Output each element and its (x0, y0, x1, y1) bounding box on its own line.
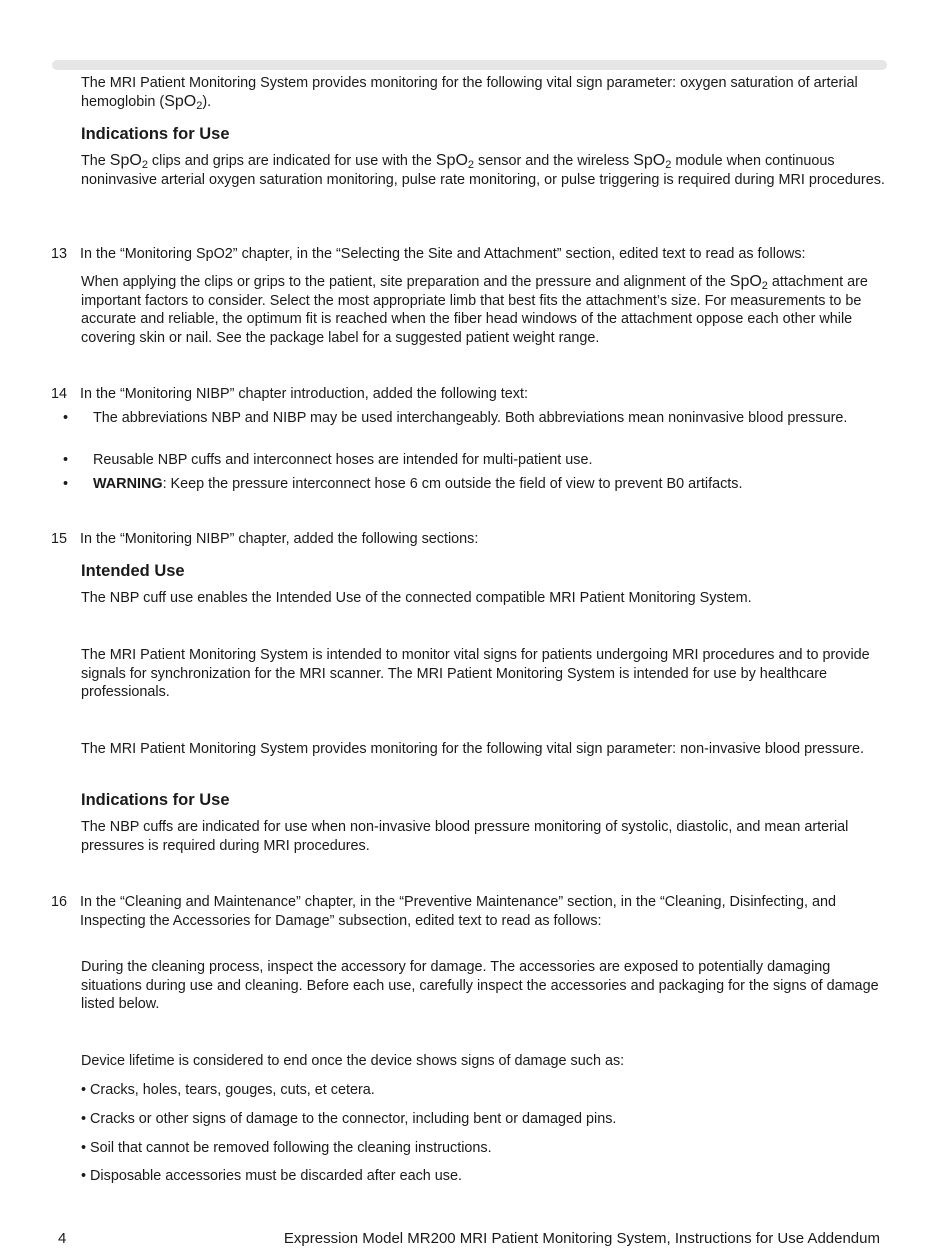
heading-indications-nbp: Indications for Use (81, 791, 230, 809)
bullet-mark: • (63, 452, 69, 468)
footer-document-title: Expression Model MR200 MRI Patient Monitoring System, Instructions for Use Addendum (283, 1230, 880, 1247)
bullet-nbp-abbreviations: The abbreviations NBP and NIBP may be used interchangeably. Both abbreviations mean noninvasive blood pressure. (93, 410, 848, 426)
paragraph-cleaning-inspection: During the cleaning process, inspect the accessory for damage. The accessories are exposed to potentially damaging situations during use and cleaning. Before each use, carefully inspect the accessories and packaging for the signs of damage listed below. (81, 959, 879, 1012)
warning-label: WARNING (93, 476, 163, 492)
paragraph-site-attachment: When applying the clips or grips to the patient, site preparation and the pressure and alignment of the SpO$_2$ attachment are important factors to consider. Select the most appropriate limb that best fits the attachment’s size. For measurements to be accurate and reliable, the optimum fit is reached when the fiber head windows of the attachment oppose each other while covering skin or nail. See the package label for a suggested patient weight range. (81, 273, 868, 346)
bullet-warning: WARNING: Keep the pressure interconnect hose 6 cm outside the field of view to prevent B0 artifacts. (93, 476, 743, 492)
item-number-16: 16 (51, 894, 68, 910)
item-15-text: In the “Monitoring NIBP” chapter, added the following sections: (80, 531, 479, 547)
paragraph-mri-system-intended: The MRI Patient Monitoring System is intended to monitor vital signs for patients undergoing MRI procedures and to provide signals for synchronization for the MRI scanner. The MRI Patient Monitoring System is intended for use by healthcare professionals. (81, 647, 870, 700)
bullet-mark: • (63, 476, 69, 492)
heading-intended-use: Intended Use (81, 562, 185, 580)
list-item-disposable: • Disposable accessories must be discarded after each use. (81, 1168, 462, 1184)
paragraph-spo2-indications: The SpO$_2$ clips and grips are indicated for use with the SpO$_2$ sensor and the wireless SpO$_2$ module when continuous noninvasive arterial oxygen saturation monitoring, pulse rate monitoring, or pulse triggering is required during MRI procedures. (81, 152, 885, 188)
paragraph-spo2-monitoring: The MRI Patient Monitoring System provides monitoring for the following vital sign parameter: oxygen saturation of arterial hemoglobin (SpO$_2$). (81, 75, 858, 112)
header-divider-bar (52, 60, 887, 70)
heading-indications-spo2: Indications for Use (81, 125, 230, 143)
item-number-14: 14 (51, 386, 68, 402)
list-item-damage-soil: • Soil that cannot be removed following the cleaning instructions. (81, 1140, 492, 1156)
list-item-damage-cracks: • Cracks, holes, tears, gouges, cuts, et cetera. (81, 1082, 375, 1098)
bullet-mark: • (63, 410, 69, 426)
list-item-damage-connector: • Cracks or other signs of damage to the connector, including bent or damaged pins. (81, 1111, 617, 1127)
item-number-15: 15 (51, 531, 68, 547)
paragraph-device-lifetime: Device lifetime is considered to end once the device shows signs of damage such as: (81, 1053, 625, 1069)
page-number: 4 (58, 1230, 67, 1247)
bullet-reusable-cuffs: Reusable NBP cuffs and interconnect hoses are intended for multi-patient use. (93, 452, 593, 468)
item-13-text: In the “Monitoring SpO2” chapter, in the “Selecting the Site and Attachment” section, edited text to read as follows: (80, 246, 806, 262)
item-14-text: In the “Monitoring NIBP” chapter introduction, added the following text: (80, 386, 528, 402)
paragraph-nbp-indications: The NBP cuffs are indicated for use when non-invasive blood pressure monitoring of systolic, diastolic, and mean arterial pressures is required during MRI procedures. (81, 819, 849, 854)
item-16-text: In the “Cleaning and Maintenance” chapter, in the “Preventive Maintenance” section, in the “Cleaning, Disinfecting, and Inspecting the Accessories for Damage” subsection, edited text to read as follows: (80, 894, 836, 929)
item-number-13: 13 (51, 246, 68, 262)
paragraph-nbp-monitoring: The MRI Patient Monitoring System provides monitoring for the following vital sign parameter: non-invasive blood pressure. (81, 741, 865, 757)
paragraph-nbp-intended-use: The NBP cuff use enables the Intended Use of the connected compatible MRI Patient Monitoring System. (81, 590, 752, 606)
